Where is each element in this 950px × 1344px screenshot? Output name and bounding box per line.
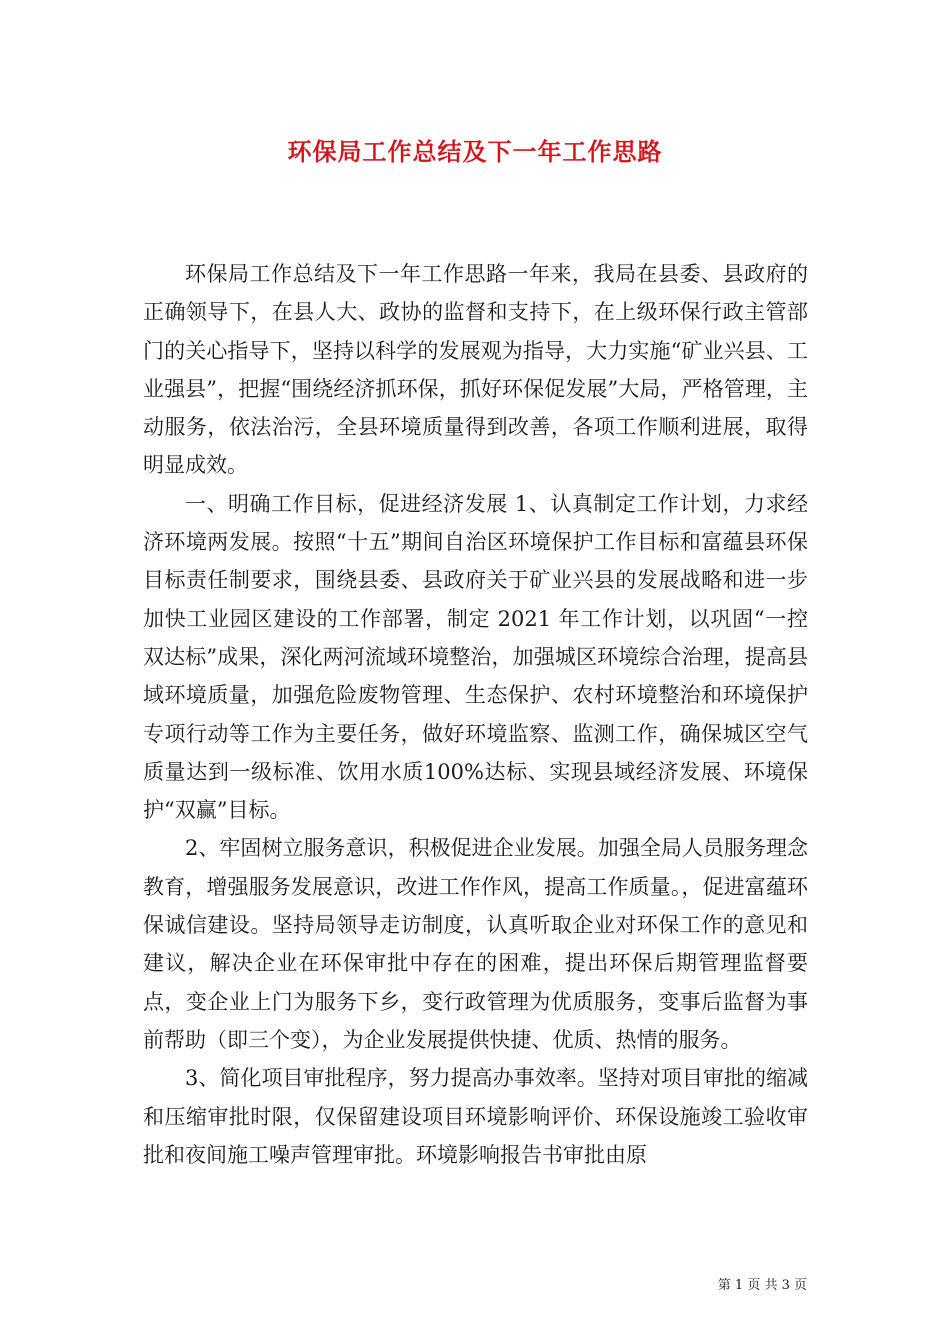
paragraph-section-3: 3、简化项目审批程序，努力提高办事效率。坚持对项目审批的缩减和压缩审批时限，仅保留建设项目环境影响评价、环保设施竣工验收审批和夜间施工噪声管理审批。环境影响报告书审批由原	[143, 1066, 808, 1167]
paragraph-intro: 环保局工作总结及下一年工作思路一年来，我局在县委、县政府的正确领导下，在县人大、政协的监督和支持下，在上级环保行政主管部门的关心指导下，坚持以科学的发展观为指导，大力实施“矿业兴县、工业强县”，把握“围绕经济抓环保，抓好环保促发展”大局，严格管理，主动服务，依法治污，全县环境质量得到改善，各项工作顺利进展，取得明显成效。	[143, 262, 808, 478]
document-body	[143, 255, 808, 1174]
document-title: 环保局工作总结及下一年工作思路	[287, 138, 663, 166]
page-number-footer: 第 1 页 共 3 页	[717, 1278, 807, 1293]
paragraph-section-1: 一、明确工作目标，促进经济发展 1、认真制定工作计划，力求经济环境两发展。按照“十五”期间自治区环境保护工作目标和富蕴县环保目标责任制要求，围绕县委、县政府关于矿业兴县的发展战略和进一步加快工业园区建设的工作部署，制定 2021 年工作计划，以巩固“一控双达标”成果，深化两河流域环境整治，加强城区环境综合治理，提高县域环境质量，加强危险废物管理、生态保护、农村环境整治和环境保护专项行动等工作为主要任务，做好环境监察、监测工作，确保城区空气质量达到一级标准、饮用水质100%达标、实现县域经济发展、环境保护“双赢”目标。	[143, 491, 808, 823]
paragraph-section-2: 2、牢固树立服务意识，积极促进企业发展。加强全局人员服务理念教育，增强服务发展意识，改进工作作风，提高工作质量。，促进富蕴环保诚信建设。坚持局领导走访制度，认真听取企业对环保工作的意见和建议，解决企业在环保审批中存在的困难，提出环保后期管理监督要点，变企业上门为服务下乡，变行政管理为优质服务，变事后监督为事前帮助（即三个变），为企业发展提供快捷、优质、热情的服务。	[143, 836, 808, 1052]
